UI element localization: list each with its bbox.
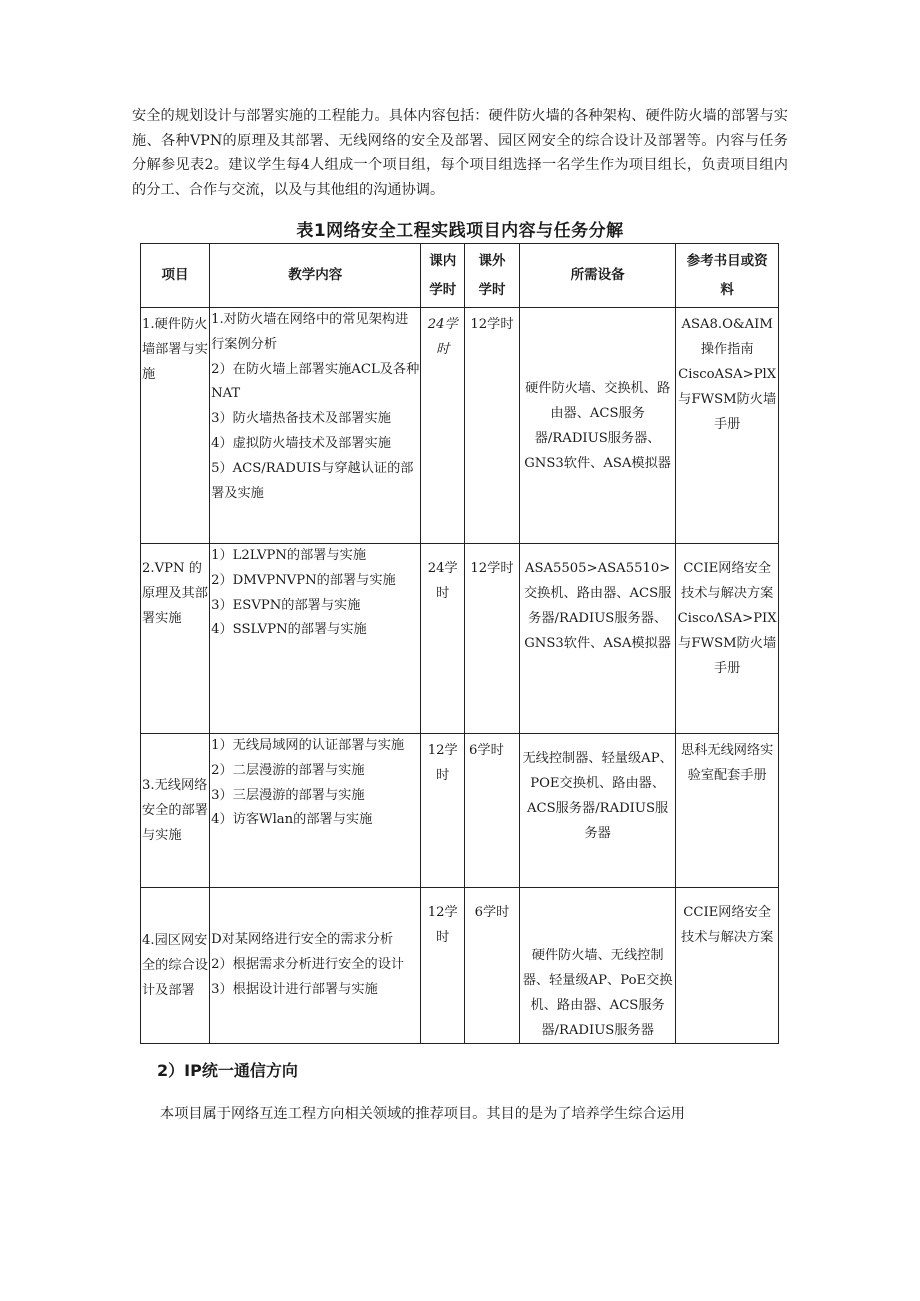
section-heading: 2）IP统一通信方向 xyxy=(157,1061,298,1080)
row1-in-class: 24学时 xyxy=(421,308,465,544)
row3-content-item: 3）三层漫游的部署与实施 xyxy=(211,787,365,803)
row3-references: 思科无线网络实验室配套手册 xyxy=(676,734,779,888)
row2-content xyxy=(210,544,421,734)
row3-equipment: 无线控制器、轻量级AP、POE交换机、路由器、ACS服务器/RADIUS服务器 xyxy=(519,734,675,888)
row3-content xyxy=(210,734,421,888)
row4-equipment: 硬件防火墙、无线控制器、轻量级AP、PoE交换机、路由器、ACS服务器/RADIUS服务器 xyxy=(519,888,675,1044)
header-content: 教学内容 xyxy=(210,244,421,308)
table-row xyxy=(141,308,779,544)
row2-content-item: 4）SSLVPN的部署与实施 xyxy=(211,622,367,638)
row1-references: ASA8.O&AIM操作指南CiscoASA>PlX与FWSM防火墙手册 xyxy=(676,308,779,544)
header-references xyxy=(676,244,779,308)
header-references-line1: 参考书目或资 xyxy=(686,252,768,269)
table-row xyxy=(141,888,779,1044)
row1-content-item: 5）ACS/RADUIS与穿越认证的部署及实施 xyxy=(211,460,414,501)
row2-content-item: 3）ESVPN的部署与实施 xyxy=(211,597,361,613)
header-in-class-line2: 学时 xyxy=(429,281,457,298)
row3-out-class: 6学时 xyxy=(465,734,520,888)
row2-out-class: 12学时 xyxy=(465,544,520,734)
project-table xyxy=(140,243,779,1044)
row2-in-class: 24学时 xyxy=(421,544,465,734)
row3-project: 3.无线网络安全的部署与实施 xyxy=(141,734,210,888)
row4-content-item: D对某网络进行安全的需求分析 xyxy=(211,932,394,948)
table-header-row xyxy=(141,244,779,308)
row4-references: CCIE网络安全技术与解决方案 xyxy=(676,888,779,1044)
row1-project: 1.硬件防火墙部署与实施 xyxy=(141,308,210,544)
row4-project: 4.园区网安全的综合设计及部署 xyxy=(141,888,210,1044)
header-project: 项目 xyxy=(141,244,210,308)
row4-out-class: 6学时 xyxy=(465,888,520,1044)
row3-content-item: 1）无线局域网的认证部署与实施 xyxy=(211,738,405,753)
row4-content xyxy=(210,888,421,1044)
header-references-line2: 料 xyxy=(720,281,734,298)
table-row xyxy=(141,734,779,888)
header-out-class xyxy=(465,244,520,308)
row3-content-item: 2）二层漫游的部署与实施 xyxy=(211,762,365,778)
header-out-class-line2: 学时 xyxy=(478,281,506,298)
table-title: 表1网络安全工程实践项目内容与任务分解 xyxy=(296,221,624,241)
row1-content-item: 1.对防火墙在网络中的常见架构进行案例分析 xyxy=(211,312,409,352)
row2-project: 2.VPN 的原理及其部署实施 xyxy=(141,544,210,734)
row1-content xyxy=(210,308,421,544)
intro-paragraph: 安全的规划设计与部署实施的工程能力。具体内容包括：硬件防火墙的各种架构、硬件防火墙的部署与实施、各种VPN的原理及其部署、无线网络的安全及部署、园区网安全的综合设计及部署等。内容与任务分解参见表2。建议学生每4人组成一个项目组，每个项目组选择一名学生作为项目组长，负责项目组内的分工、合作与交流，以及与其他组的沟通协调。 xyxy=(132,108,788,198)
row1-content-item: 3）防火墙热备技术及部署实施 xyxy=(211,411,391,427)
row3-content-item: 4）访客Wlan的部署与实施 xyxy=(211,812,373,828)
row1-equipment: 硬件防火墙、交换机、路由器、ACS服务器/RADIUS服务器、GNS3软件、ASA模拟器 xyxy=(519,308,675,544)
row1-content-item: 2）在防火墙上部署实施ACL及各种NAT xyxy=(211,361,420,402)
row4-content-item: 2）根据需求分析进行安全的设计 xyxy=(211,957,405,973)
row2-equipment: ASA5505>ASA5510>交换机、路由器、ACS服务器/RADIUS服务器、GNS3软件、ASA模拟器 xyxy=(519,544,675,734)
header-out-class-line1: 课外 xyxy=(478,252,506,269)
header-in-class-line1: 课内 xyxy=(429,252,457,269)
row2-content-item: 1）L2LVPN的部署与实施 xyxy=(211,548,367,563)
row1-content-item: 4）虚拟防火墙技术及部署实施 xyxy=(211,435,391,451)
section-paragraph: 本项目属于网络互连工程方向相关领域的推荐项目。其目的是为了培养学生综合运用 xyxy=(160,1106,685,1122)
row2-references: CCIE网络安全技术与解决方案CiscoΛSA>PIX与FWSM防火墙手册 xyxy=(676,544,779,734)
row4-content-item: 3）根据设计进行部署与实施 xyxy=(211,981,378,997)
row4-in-class: 12学时 xyxy=(421,888,465,1044)
row2-content-item: 2）DMVPNVPN的部署与实施 xyxy=(211,572,396,588)
table-row xyxy=(141,544,779,734)
row1-out-class: 12学时 xyxy=(465,308,520,544)
header-in-class xyxy=(421,244,465,308)
header-equipment: 所需设备 xyxy=(519,244,675,308)
row3-in-class: 12学时 xyxy=(421,734,465,888)
